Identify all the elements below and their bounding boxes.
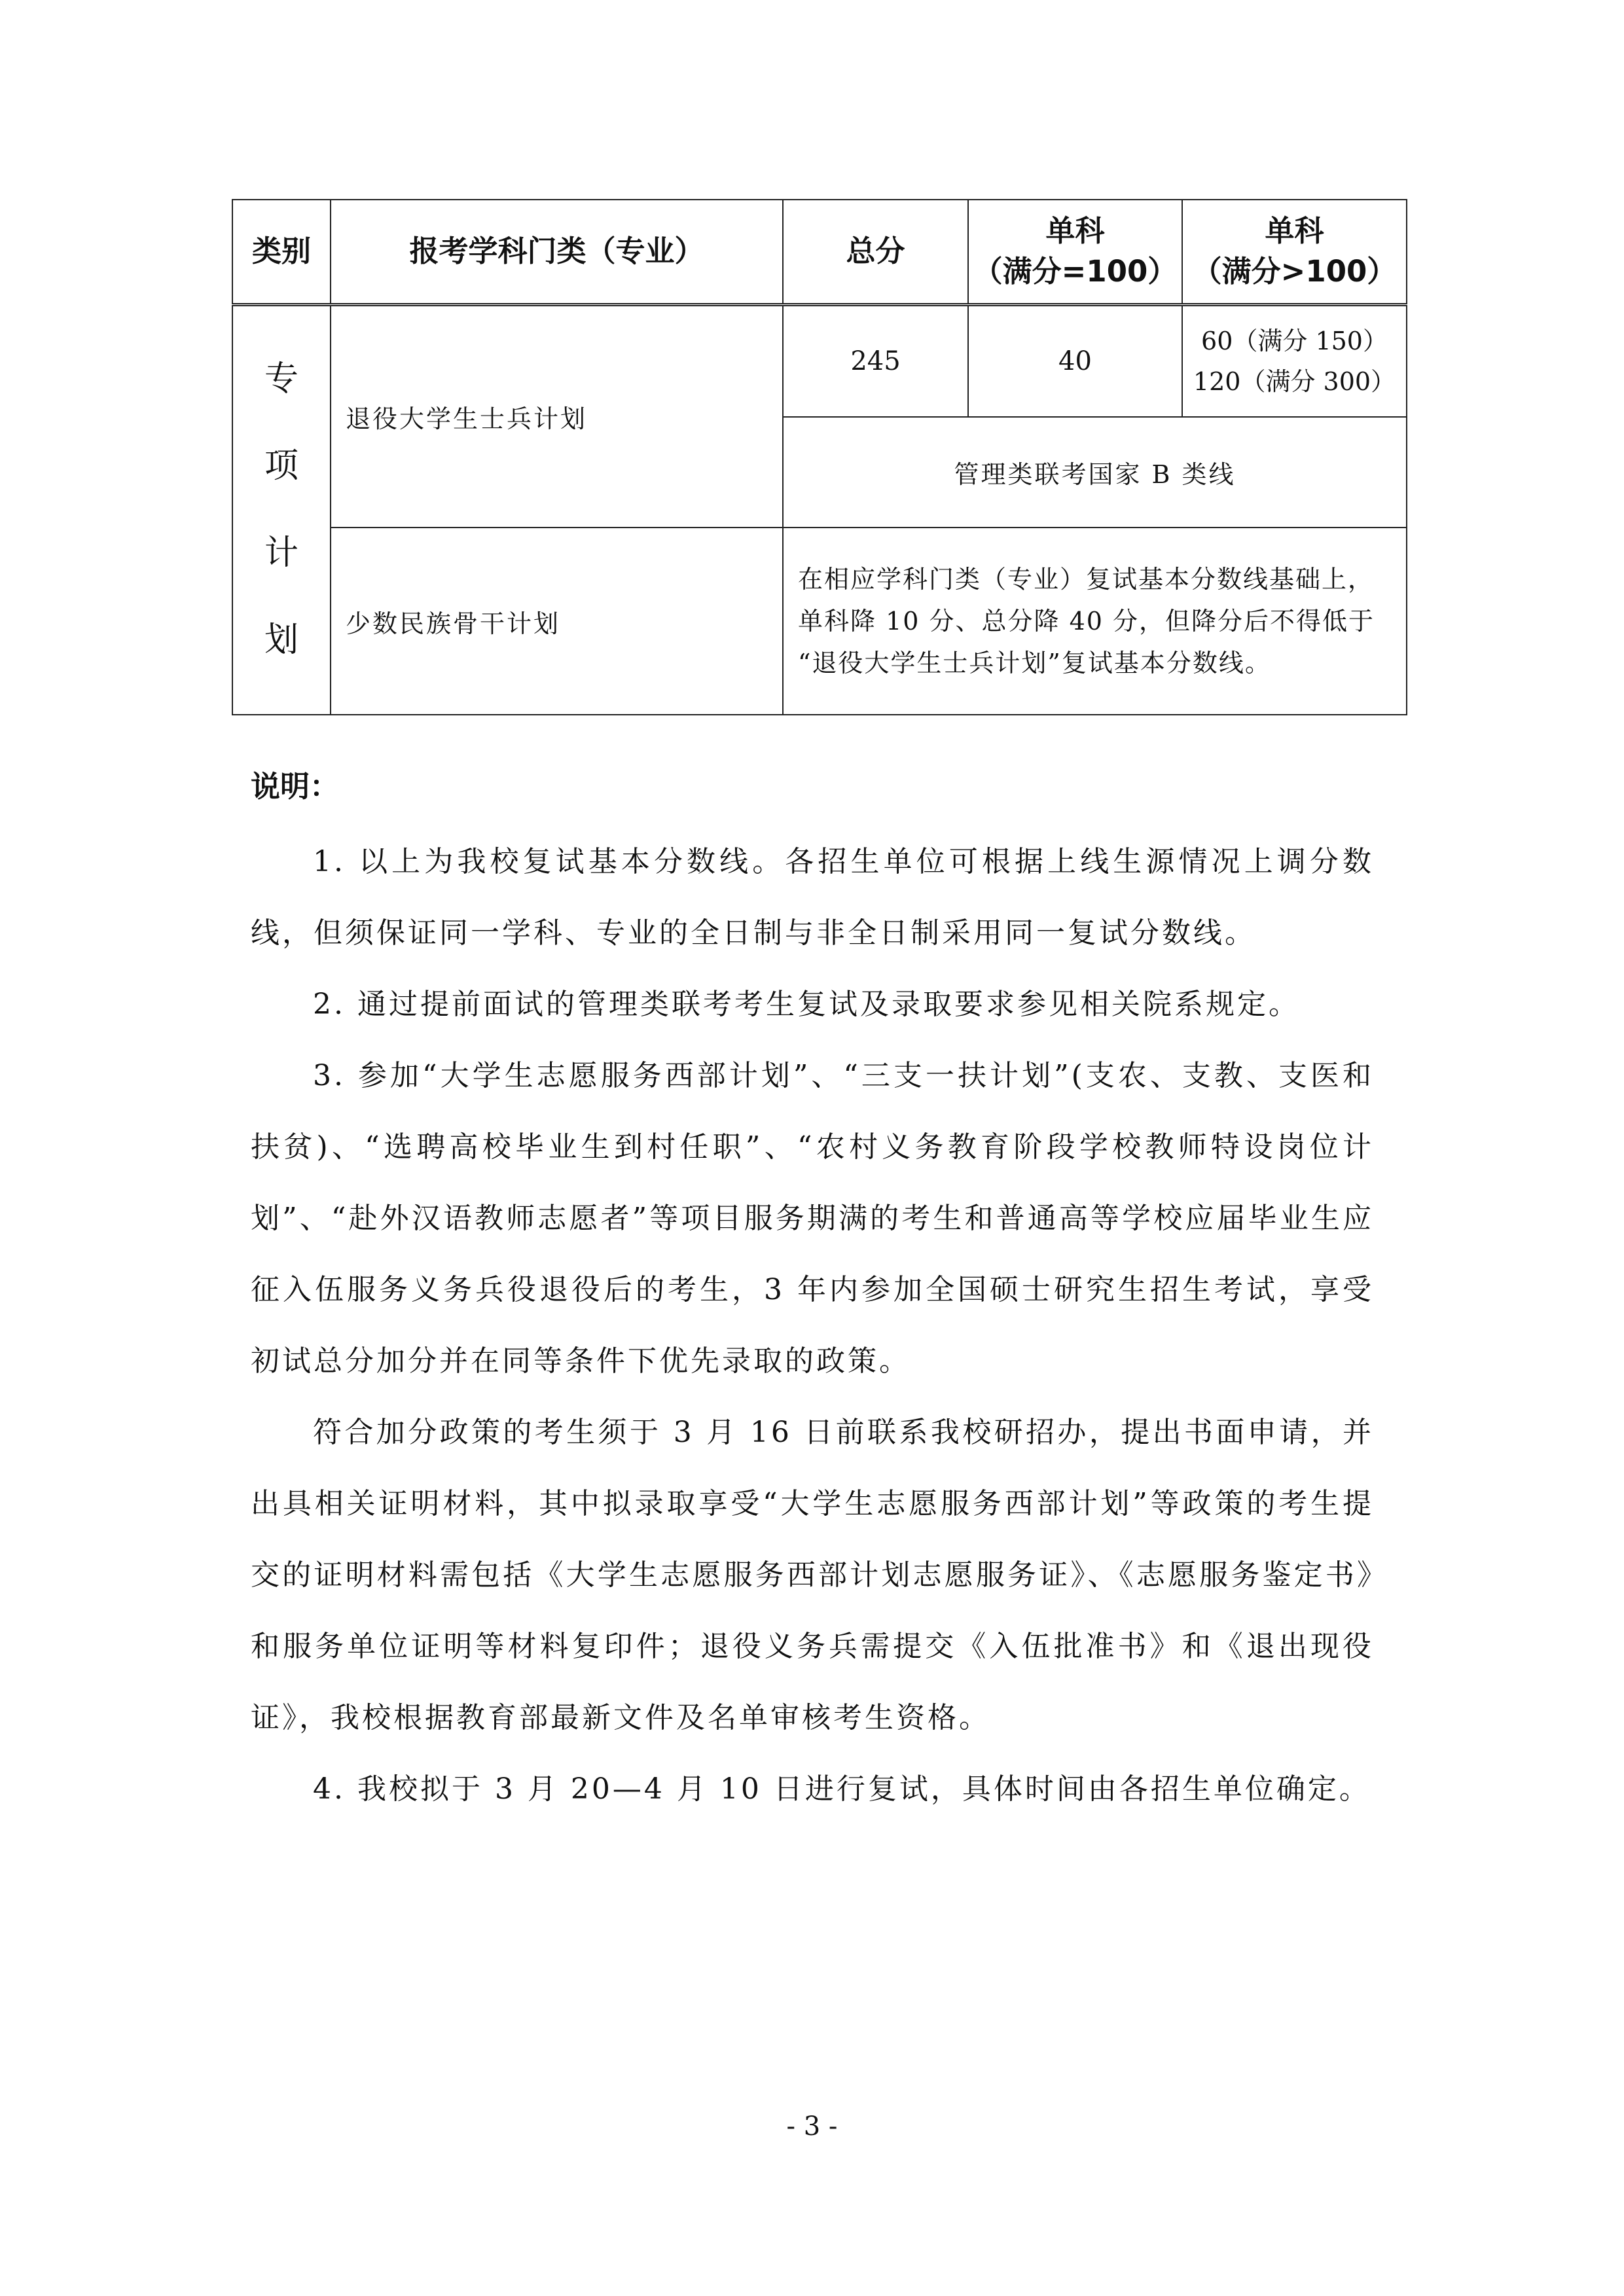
minority-rule-line: 单科降 10 分、总分降 40 分，但降分后不得低于	[798, 607, 1375, 636]
category-cell	[232, 304, 331, 715]
header-category: 类别	[232, 200, 331, 304]
note-paragraph-2: 2. 通过提前面试的管理类联考考生复试及录取要求参见相关院系规定。	[313, 988, 1300, 1021]
header-total: 总分	[783, 200, 968, 304]
note-paragraph-bonus-policy: 符合加分政策的考生须于 3 月 16 日前联系我校研招办，提出书面申请，并出具相关证明材料，其中拟录取享受“大学生志愿服务西部计划”等政策的考生提交的证明材料需包括《大学生志愿服务西部计划志愿服务证》、《志愿服务鉴定书》和服务单位证明等材料复印件；退役义务兵需提交《入伍批准书》和《退出现役证》，我校根据教育部最新文件及名单审核考生资格。	[251, 1416, 1374, 1734]
notes-title: 说明：	[251, 769, 340, 804]
score-table	[232, 199, 1407, 715]
single-score-100: 40	[968, 304, 1182, 417]
category-char: 划	[264, 620, 298, 660]
minority-rule-cell	[783, 528, 1407, 715]
table-row	[232, 304, 1407, 417]
table-header-row	[232, 200, 1407, 304]
header-subject: 报考学科门类（专业）	[331, 200, 783, 304]
table-row	[232, 528, 1407, 715]
note-paragraph-3: 3. 参加“大学生志愿服务西部计划”、“三支一扶计划”(支农、支教、支医和扶贫)、“选聘高校毕业生到村任职”、“农村义务教育阶段学校教师特设岗位计划”、“赴外汉语教师志愿者”等项目服务期满的考生和普通高等学校应届毕业生应征入伍服务义务兵役退役后的考生，3 年内参加全国硕士研究生招生考试，享受初试总分加分并在同等条件下优先录取的政策。	[251, 1059, 1374, 1378]
mba-line-cell: 管理类联考国家 B 类线	[783, 417, 1407, 528]
header-single-over-100	[1182, 200, 1407, 304]
single-score-over-100	[1182, 304, 1407, 417]
header-single-100-line1: 单科	[1045, 213, 1105, 249]
header-single-100	[968, 200, 1182, 304]
notes-section	[251, 767, 1374, 1825]
minority-rule-line: “退役大学生士兵计划”复试基本分数线。	[798, 649, 1271, 677]
category-char: 专	[264, 359, 298, 399]
note-paragraph-1: 1. 以上为我校复试基本分数线。各招生单位可根据上线生源情况上调分数线，但须保证同一学科、专业的全日制与非全日制采用同一复试分数线。	[251, 845, 1374, 950]
single-score-300: 120（满分 300）	[1193, 367, 1396, 396]
single-score-150: 60（满分 150）	[1201, 326, 1388, 355]
note-paragraph-4: 4. 我校拟于 3 月 20—4 月 10 日进行复试，具体时间由各招生单位确定。	[313, 1772, 1371, 1806]
category-char: 计	[264, 533, 298, 573]
header-single-over-line2: （满分>100）	[1192, 254, 1397, 289]
header-single-100-line2: （满分=100）	[973, 254, 1178, 289]
total-score: 245	[783, 304, 968, 417]
header-single-over-line1: 单科	[1265, 213, 1324, 249]
category-char: 项	[264, 446, 298, 486]
minority-rule-line: 在相应学科门类（专业）复试基本分数线基础上，	[798, 565, 1375, 594]
subject-minority: 少数民族骨干计划	[331, 528, 783, 715]
subject-veterans: 退役大学生士兵计划	[331, 304, 783, 528]
page-number: - 3 -	[786, 2111, 838, 2142]
